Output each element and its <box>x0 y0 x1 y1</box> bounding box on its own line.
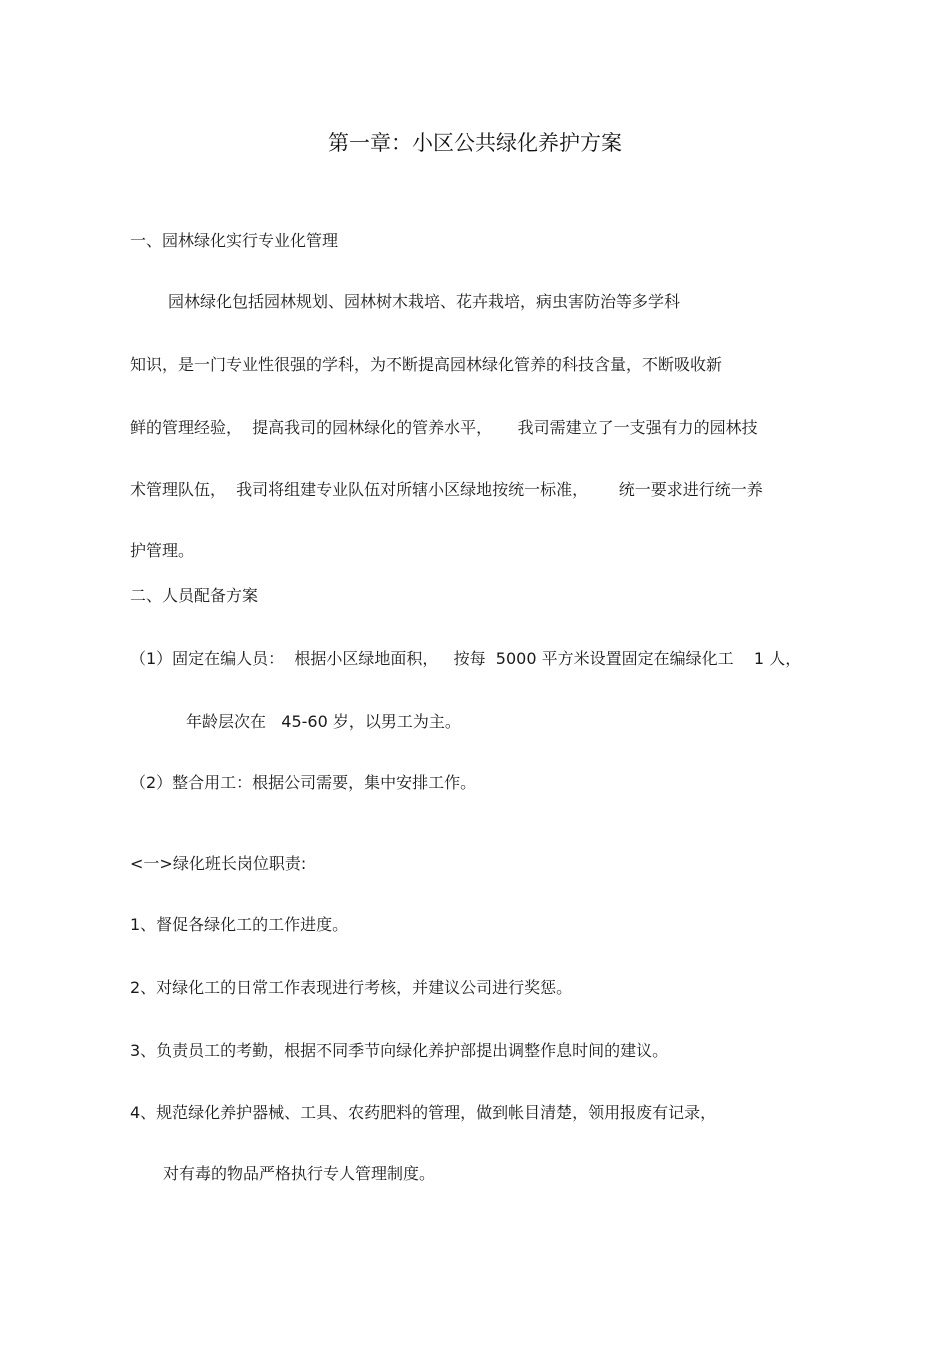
duty-item: 4、规范绿化养护器械、工具、农药肥料的管理，做到帐目清楚，领用报废有记录， <box>130 1103 717 1122</box>
staffing-item-2: （2）整合用工：根据公司需要，集中安排工作。 <box>130 773 477 792</box>
duty-item: 1、督促各绿化工的工作进度。 <box>130 915 349 934</box>
duty-item-continuation: 对有毒的物品严格执行专人管理制度。 <box>163 1164 436 1183</box>
document-title: 第一章：小区公共绿化养护方案 <box>328 131 622 155</box>
paragraph-line: 术管理队伍， 我司将组建专业队伍对所辖小区绿地按统一标准， 统一要求进行统一养 <box>130 480 763 499</box>
paragraph-line: 知识，是一门专业性很强的学科，为不断提高园林绿化管养的科技含量，不断吸收新 <box>130 355 723 374</box>
staffing-item-1: （1）固定在编人员： 根据小区绿地面积， 按每 5000 平方米设置固定在编绿化工 1 人， <box>130 649 802 668</box>
duty-item: 3、负责员工的考勤，根据不同季节向绿化养护部提出调整作息时间的建议。 <box>130 1041 669 1060</box>
paragraph-line: 园林绿化包括园林规划、园林树木栽培、花卉栽培，病虫害防治等多学科 <box>168 292 681 311</box>
paragraph-line: 护管理。 <box>130 541 195 560</box>
section-heading-2: 二、人员配备方案 <box>130 586 259 605</box>
duties-heading: <一>绿化班长岗位职责: <box>130 854 307 873</box>
staffing-item-1-continuation: 年龄层次在 45-60 岁，以男工为主。 <box>186 712 461 731</box>
section-heading-1: 一、园林绿化实行专业化管理 <box>130 231 339 250</box>
paragraph-line: 鲜的管理经验， 提高我司的园林绿化的管养水平， 我司需建立了一支强有力的园林技 <box>130 418 758 437</box>
duty-item: 2、对绿化工的日常工作表现进行考核，并建议公司进行奖惩。 <box>130 978 573 997</box>
